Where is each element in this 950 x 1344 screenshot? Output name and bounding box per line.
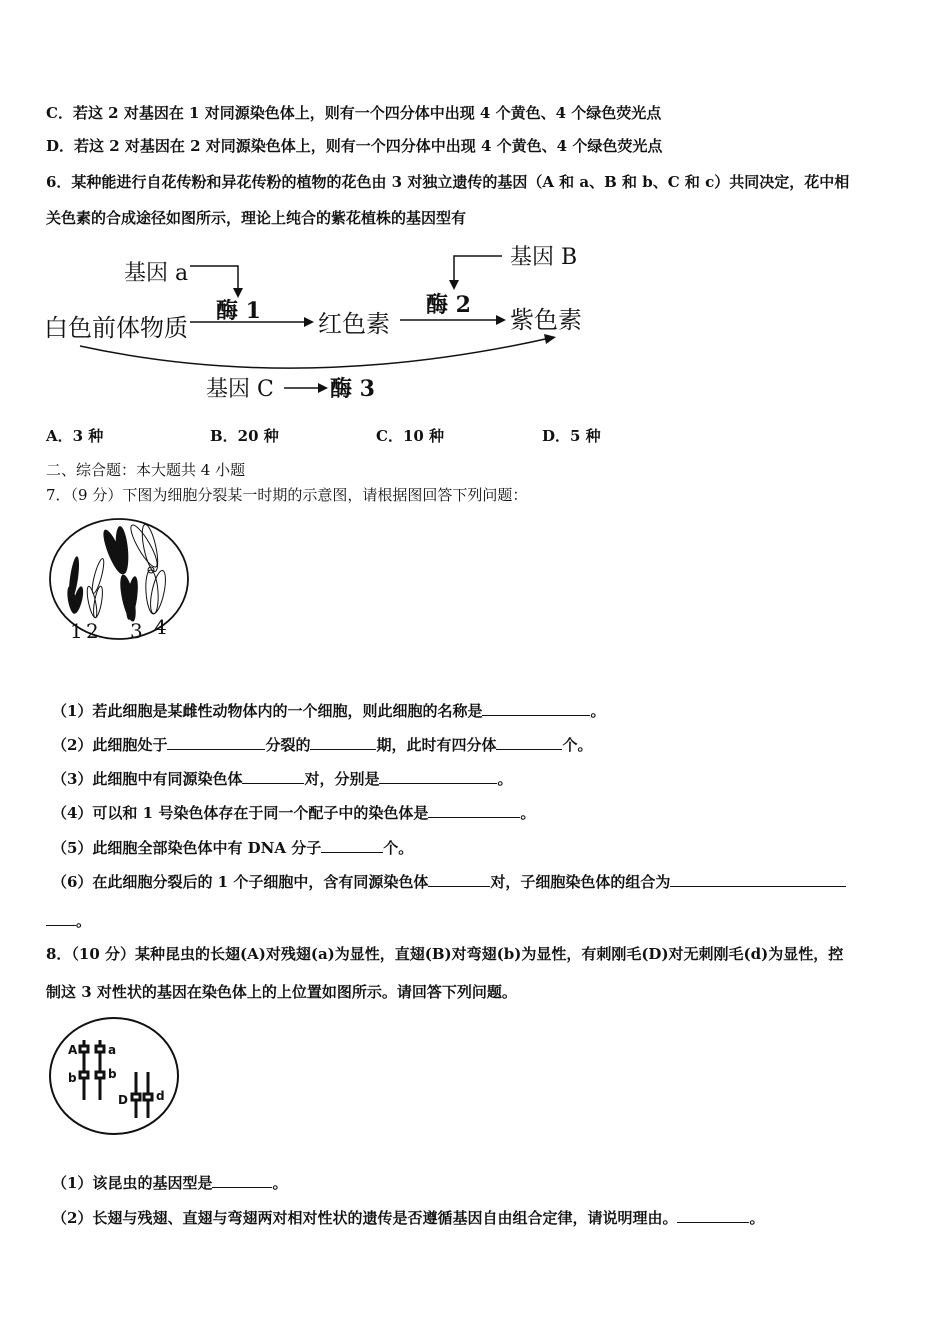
gene-a-label: 基因 a — [124, 261, 189, 286]
enzyme-2-label: 酶 2 — [426, 292, 471, 318]
gene-b1-label: b — [68, 1071, 77, 1085]
q6-option-d[interactable]: D．5 种 — [542, 427, 601, 445]
q6-stem-line1: 6．某种能进行自花传粉和异花传粉的植物的花色由 3 对独立遗传的基因（A 和 a、B 和 b、C 和 c）共同决定，花中相 — [46, 173, 850, 191]
q6-stem-line2: 关色素的合成途径如图所示，理论上纯合的紫花植株的基因型有 — [46, 209, 467, 227]
q7-blank-2c[interactable] — [496, 735, 562, 750]
precursor-to-purple-curve — [80, 338, 550, 368]
q7-stem: 7．（9 分）下图为细胞分裂某一时期的示意图，请根据图回答下列问题： — [46, 486, 528, 504]
q7-blank-3b[interactable] — [379, 769, 497, 784]
purple-pigment-label: 紫色素 — [510, 306, 582, 334]
gene-c-label: 基因 C — [206, 377, 274, 402]
q7-blank-5[interactable] — [321, 838, 383, 853]
q7-sub3: （3）此细胞中有同源染色体 对，分别是 。 — [52, 770, 513, 788]
gene-a-small-label: a — [108, 1043, 117, 1057]
chromosome-label-1: 1 — [70, 619, 83, 642]
q7-blank-1[interactable] — [482, 701, 590, 716]
q6-option-c[interactable]: C．10 种 — [376, 427, 445, 445]
cell-division-figure — [48, 516, 190, 642]
q8-stem-line2: 制这 3 对性状的基因在染色体上的上位置如图所示。请回答下列问题。 — [46, 983, 517, 1001]
q6-option-a[interactable]: A．3 种 — [46, 427, 104, 445]
option-d: D．若这 2 对基因在 2 对同源染色体上，则有一个四分体中出现 4 个黄色、4 个绿色荧光点 — [46, 137, 663, 155]
q6-options — [46, 426, 601, 446]
q7-sub5: （5）此细胞全部染色体中有 DNA 分子 个。 — [52, 839, 414, 857]
section-2-heading: 二、综合题：本大题共 4 小题 — [46, 461, 246, 479]
chromosome-label-3: 3 — [130, 619, 143, 642]
q7-blank-4[interactable] — [428, 803, 520, 818]
q7-blank-2b[interactable] — [310, 735, 376, 750]
q6-option-b[interactable]: B．20 种 — [210, 427, 279, 445]
q7-blank-6b-cont[interactable] — [46, 911, 76, 926]
red-pigment-label: 红色素 — [318, 310, 390, 338]
gene-d-label: d — [156, 1089, 165, 1103]
gene-a-arrow — [190, 266, 238, 290]
q8-stem-line1: 8．（10 分）某种昆虫的长翅(A)对残翅(a)为显性，直翅(B)对弯翅(b)为显性，有刺刚毛(D)对无刺刚毛(d)为显性，控 — [46, 945, 844, 963]
q7-sub1: （1）若此细胞是某雌性动物体内的一个细胞，则此细胞的名称是 。 — [52, 702, 606, 720]
q7-sub2: （2）此细胞处于 分裂的 期，此时有四分体 个。 — [52, 736, 593, 754]
q7-blank-6b[interactable] — [670, 872, 846, 887]
chromosome-label-4: 4 — [154, 615, 167, 639]
gene-b-arrow — [454, 256, 502, 282]
chromosome-2 — [85, 558, 106, 619]
q8-blank-2[interactable] — [677, 1208, 749, 1223]
gene-b2-label: b — [108, 1067, 117, 1081]
q7-blank-3a[interactable] — [242, 769, 304, 784]
q7-blank-2a[interactable] — [167, 735, 265, 750]
q8-sub1: （1）该昆虫的基因型是 。 — [52, 1174, 288, 1192]
q7-sub6: （6）在此细胞分裂后的 1 个子细胞中，含有同源染色体 对，子细胞染色体的组合为 — [52, 872, 846, 892]
gene-D-label: D — [118, 1093, 128, 1107]
precursor-label: 白色前体物质 — [44, 314, 188, 342]
chromosome-1 — [66, 556, 86, 615]
enzyme-1-label: 酶 1 — [216, 298, 261, 324]
q7-sub6-cont: 。 — [46, 911, 91, 931]
gene-A-label: A — [68, 1043, 78, 1057]
q8-blank-1[interactable] — [212, 1173, 272, 1188]
pigment-pathway-diagram — [40, 238, 600, 410]
q7-sub4: （4）可以和 1 号染色体存在于同一个配子中的染色体是 。 — [52, 804, 536, 822]
chromosome-label-2: 2 — [86, 619, 99, 642]
option-c: C．若这 2 对基因在 1 对同源染色体上，则有一个四分体中出现 4 个黄色、4 个绿色荧光点 — [46, 104, 662, 122]
insect-gene-figure — [48, 1014, 182, 1138]
gene-b-label: 基因 B — [510, 245, 578, 270]
q7-blank-6a[interactable] — [428, 872, 490, 887]
q8-sub2: （2）长翅与残翅、直翅与弯翅两对相对性状的遗传是否遵循基因自由组合定律，请说明理由。 。 — [52, 1209, 765, 1227]
enzyme-3-label: 酶 3 — [330, 376, 375, 402]
